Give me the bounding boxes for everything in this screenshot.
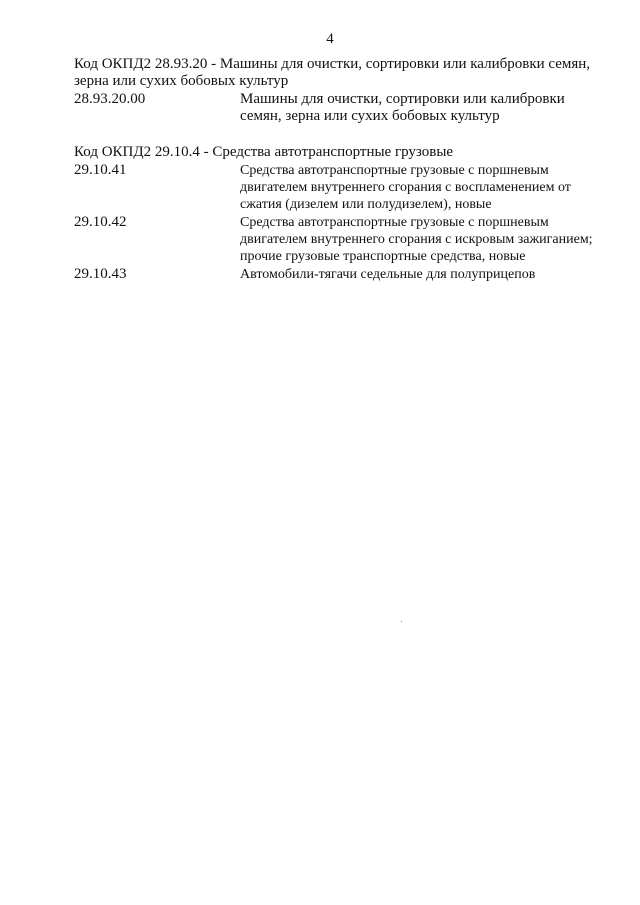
page-number: 4 xyxy=(326,31,334,47)
entry-description: Машины для очистки, сортировки или калибровки семян, зерна или сухих бобовых культур xyxy=(240,91,565,124)
entry-code: 29.10.41 xyxy=(74,162,127,178)
scan-speck xyxy=(401,621,402,622)
entry-description: Автомобили-тягачи седельные для полуприцепов xyxy=(240,267,536,282)
entry-description: Средства автотранспортные грузовые с поршневым двигателем внутреннего сгорания с искровым зажиганием; прочие грузовые транспортные средства, новые xyxy=(240,215,593,264)
okpd-section-28-93-20 xyxy=(74,56,594,125)
okpd-section-29-10-4 xyxy=(74,144,594,283)
entry-description: Средства автотранспортные грузовые с поршневым двигателем внутреннего сгорания с воспламенением от сжатия (дизелем или полудизелем), новые xyxy=(240,163,571,212)
section-heading: Код ОКПД2 29.10.4 - Средства автотранспортные грузовые xyxy=(74,144,454,160)
entry-code: 29.10.42 xyxy=(74,214,127,230)
entry-code: 28.93.20.00 xyxy=(74,91,146,107)
entry-code: 29.10.43 xyxy=(74,266,127,282)
code-entry xyxy=(74,162,594,213)
code-entry xyxy=(74,91,594,125)
code-entry xyxy=(74,214,594,265)
section-heading: Код ОКПД2 28.93.20 - Машины для очистки, сортировки или калибровки семян, зерна или сухих бобовых культур xyxy=(74,56,591,89)
code-entry xyxy=(74,266,594,283)
